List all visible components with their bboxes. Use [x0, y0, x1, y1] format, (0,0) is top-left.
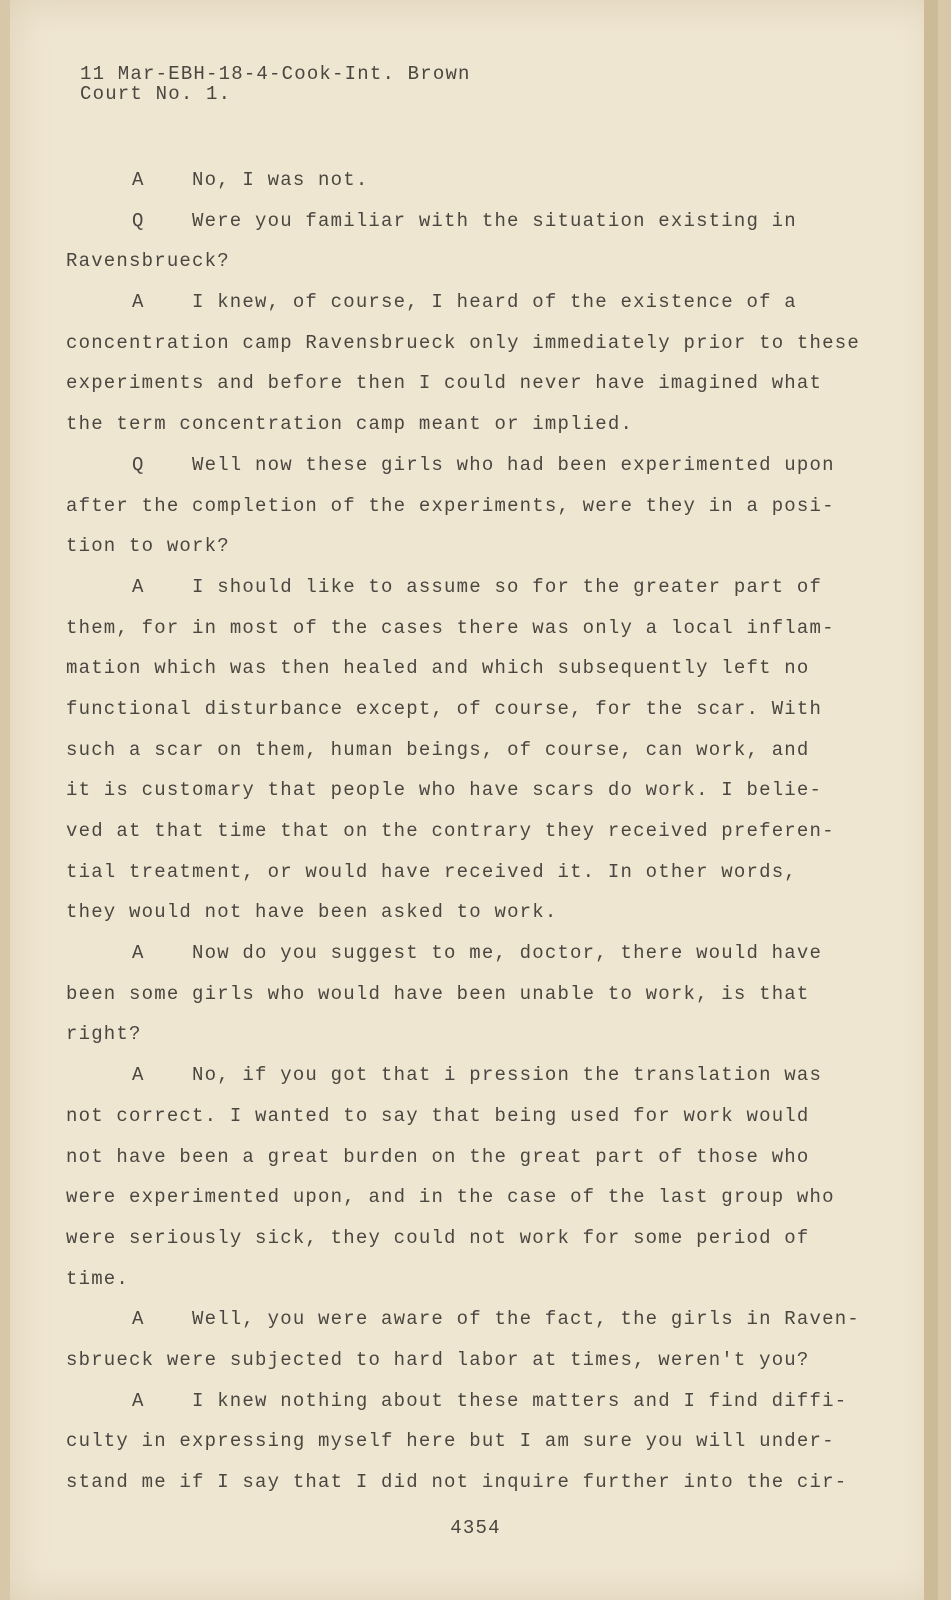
line-text: such a scar on them, human beings, of course, can work, and — [66, 738, 810, 761]
line-text: tion to work? — [66, 535, 230, 558]
line-text: time. — [66, 1267, 130, 1290]
speaker-line — [66, 201, 856, 242]
transcript-paragraph — [66, 282, 860, 445]
header-line-1: 11 Mar-EBH-18-4-Cook-Int. Brown — [80, 63, 471, 85]
line-text: I knew nothing about these matters and I find diffi- — [192, 1389, 848, 1412]
line-text: right? — [66, 1023, 142, 1046]
line-text: concentration camp Ravensbrueck only immediately prior to these — [66, 331, 860, 354]
speaker-label: A — [132, 291, 145, 314]
speaker-line — [66, 1299, 860, 1340]
speaker-line — [66, 933, 856, 974]
line-text: Were you familiar with the situation existing in — [192, 209, 797, 232]
line-text: it is customary that people who have scars do work. I belie- — [66, 779, 823, 802]
line-text: Well, you were aware of the fact, the girls in Raven- — [192, 1308, 860, 1331]
line-text: not correct. I wanted to say that being used for work would — [66, 1104, 810, 1127]
line-text: ved at that time that on the contrary they received preferen- — [66, 820, 835, 842]
transcript-paragraph — [66, 567, 856, 933]
line-text: tial treatment, or would have received it. In other words, — [66, 860, 797, 883]
line-text: No, if you got that i pression the translation was — [192, 1064, 823, 1087]
line-text: culty in expressing myself here but I am sure you will under- — [66, 1430, 835, 1453]
transcript-paragraph — [66, 1299, 860, 1380]
line-text: they would not have been asked to work. — [66, 901, 558, 924]
speaker-line — [66, 445, 856, 486]
line-text: sbrueck were subjected to hard labor at times, weren't you? — [66, 1348, 810, 1371]
speaker-label: Q — [132, 209, 145, 232]
line-text: them, for in most of the cases there was only a local inflam- — [66, 616, 835, 639]
speaker-line — [66, 282, 856, 323]
speaker-label: A — [132, 1064, 145, 1087]
transcript-body — [66, 160, 860, 1503]
line-text: mation which was then healed and which subsequently left no — [66, 657, 810, 680]
line-text: after the completion of the experiments, were they in a posi- — [66, 494, 835, 517]
speaker-label: A — [132, 575, 145, 598]
page-edge — [924, 0, 938, 1600]
speaker-label: Q — [132, 453, 145, 476]
line-text: Now do you suggest to me, doctor, there would have — [192, 942, 823, 965]
line-text: not have been a great burden on the great part of those who — [66, 1145, 810, 1168]
speaker-line — [66, 567, 856, 608]
speaker-line — [66, 1381, 856, 1422]
line-text: were experimented upon, and in the case of the last group who — [66, 1186, 835, 1209]
line-text: stand me if I say that I did not inquire further into the cir- — [66, 1471, 848, 1493]
line-text: functional disturbance except, of course, for the scar. With — [66, 697, 823, 720]
page-number: 4354 — [450, 1517, 501, 1539]
line-text: No, I was not. — [192, 169, 369, 191]
line-text: the term concentration camp meant or implied. — [66, 413, 634, 436]
line-text: Well now these girls who had been experimented upon — [192, 453, 835, 476]
speaker-label: A — [132, 1389, 145, 1412]
line-text: were seriously sick, they could not work for some period of — [66, 1226, 810, 1249]
transcript-paragraph — [66, 1381, 856, 1503]
transcript-paragraph — [66, 160, 856, 201]
line-text: I knew, of course, I heard of the existence of a — [192, 291, 797, 314]
speaker-label: A — [132, 942, 145, 965]
transcript-paragraph — [66, 1055, 856, 1299]
transcript-paragraph — [66, 201, 856, 282]
line-text: been some girls who would have been unable to work, is that — [66, 982, 810, 1005]
transcript-paragraph — [66, 445, 856, 567]
speaker-label: A — [132, 1308, 145, 1331]
transcript-paragraph — [66, 933, 856, 1055]
speaker-line — [66, 1055, 856, 1096]
line-text: I should like to assume so for the greater part of — [192, 575, 823, 598]
speaker-label: A — [132, 169, 145, 191]
document-header — [80, 64, 471, 104]
speaker-line — [66, 160, 856, 201]
header-line-2: Court No. 1. — [80, 83, 232, 105]
line-text: Ravensbrueck? — [66, 250, 230, 273]
line-text: experiments and before then I could never have imagined what — [66, 372, 823, 395]
